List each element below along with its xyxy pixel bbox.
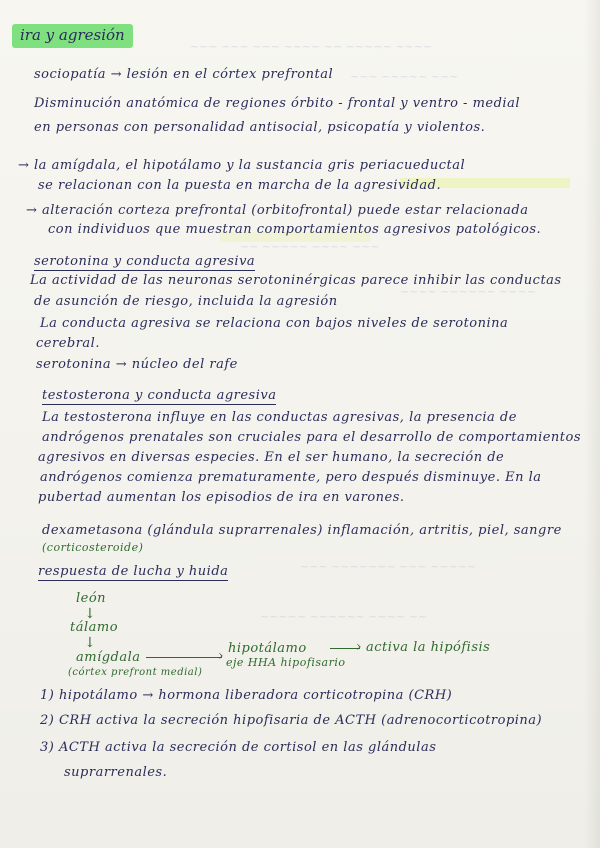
text-line: en personas con personalidad antisocial, psicopatía y violentos. xyxy=(34,120,486,135)
text-line: → alteración corteza prefrontal (orbitofrontal) puede estar relacionada xyxy=(26,203,529,218)
diagram-node-note: (córtex prefront medial) xyxy=(68,667,203,678)
text-line: La testosterona influye en las conductas agresivas, la presencia de xyxy=(42,410,517,425)
diagram-node: hipotálamo xyxy=(228,641,307,656)
text-line: con individuos que muestran comportamientos agresivos patológicos. xyxy=(48,222,542,237)
right-arrow-icon: › xyxy=(356,639,362,655)
text-line: dexametasona (glándula suprarrenales) inflamación, artritis, piel, sangre xyxy=(42,523,562,538)
text-line: (corticosteroide) xyxy=(42,541,144,554)
down-arrow-icon: ↓ xyxy=(84,635,96,651)
text-line: andrógenos prenatales son cruciales para el desarrollo de comportamientos xyxy=(42,430,582,445)
section-heading xyxy=(38,564,228,579)
bleed-through: ~~~ ~~~ ~~~ ~~~~ ~~ ~~~~~ ~~~~ xyxy=(190,40,433,53)
text-line: de asunción de riesgo, incluida la agresión xyxy=(34,294,338,309)
list-item: 2) CRH activa la secreción hipofisaria de ACTH (adrenocorticotropina) xyxy=(40,713,543,728)
bleed-through: ~~~~~ ~~~~~~ ~~~~ ~~ xyxy=(260,610,428,623)
text-line: andrógenos comienza prematuramente, pero después disminuye. En la xyxy=(40,470,542,485)
text-line: se relacionan con la puesta en marcha de la agresividad. xyxy=(38,178,442,193)
list-item: 3) ACTH activa la secreción de cortisol en las glándulas xyxy=(40,740,437,755)
diagram-node: león xyxy=(76,591,107,606)
section-heading xyxy=(34,254,255,269)
list-item: 1) hipotálamo → hormona liberadora corticotropina (CRH) xyxy=(40,688,453,703)
page-title: ira y agresión xyxy=(12,24,133,48)
section-heading-text: testosterona y conducta agresiva xyxy=(42,388,277,403)
right-arrow-icon: › xyxy=(218,648,224,664)
text-line: La actividad de las neuronas serotoninérgicas parece inhibir las conductas xyxy=(30,273,562,288)
text-line: → la amígdala, el hipotálamo y la sustancia gris periacueductal xyxy=(18,158,466,173)
diagram-node: activa la hipófisis xyxy=(366,640,491,655)
diagram-node: tálamo xyxy=(70,620,119,635)
bleed-through: ~~~ ~~~~~~~ ~~~ ~~~~~ xyxy=(300,560,477,573)
page-edge-shadow xyxy=(584,0,600,848)
bleed-through: ~~ ~~~~~ ~~~~ ~~~ xyxy=(240,240,380,253)
section-heading xyxy=(42,388,276,403)
diagram-node: amígdala xyxy=(76,650,141,665)
text-line: sociopatía → lesión en el córtex prefrontal xyxy=(34,67,334,82)
arrow-line xyxy=(146,657,222,658)
down-arrow-icon: ↓ xyxy=(84,606,96,622)
text-line: La conducta agresiva se relaciona con bajos niveles de serotonina xyxy=(40,316,509,331)
text-line: Disminución anatómica de regiones órbito - frontal y ventro - medial xyxy=(34,96,520,111)
list-item: suprarrenales. xyxy=(64,765,168,780)
bleed-through: ~~~ ~~~~~ ~~~ xyxy=(350,70,459,83)
text-line: cerebral. xyxy=(36,336,100,351)
section-heading-text: respuesta de lucha y huida xyxy=(38,564,229,579)
text-line: serotonina → núcleo del rafe xyxy=(36,357,238,372)
text-line: pubertad aumentan los episodios de ira en varones. xyxy=(38,490,405,505)
section-heading-text: serotonina y conducta agresiva xyxy=(34,254,256,269)
diagram-node-note: eje HHA hipofisario xyxy=(226,656,346,669)
text-line: agresivos en diversas especies. En el ser humano, la secreción de xyxy=(38,450,505,465)
bleed-through: ~~~~ ~~~~~~ ~~~~ xyxy=(400,285,537,298)
